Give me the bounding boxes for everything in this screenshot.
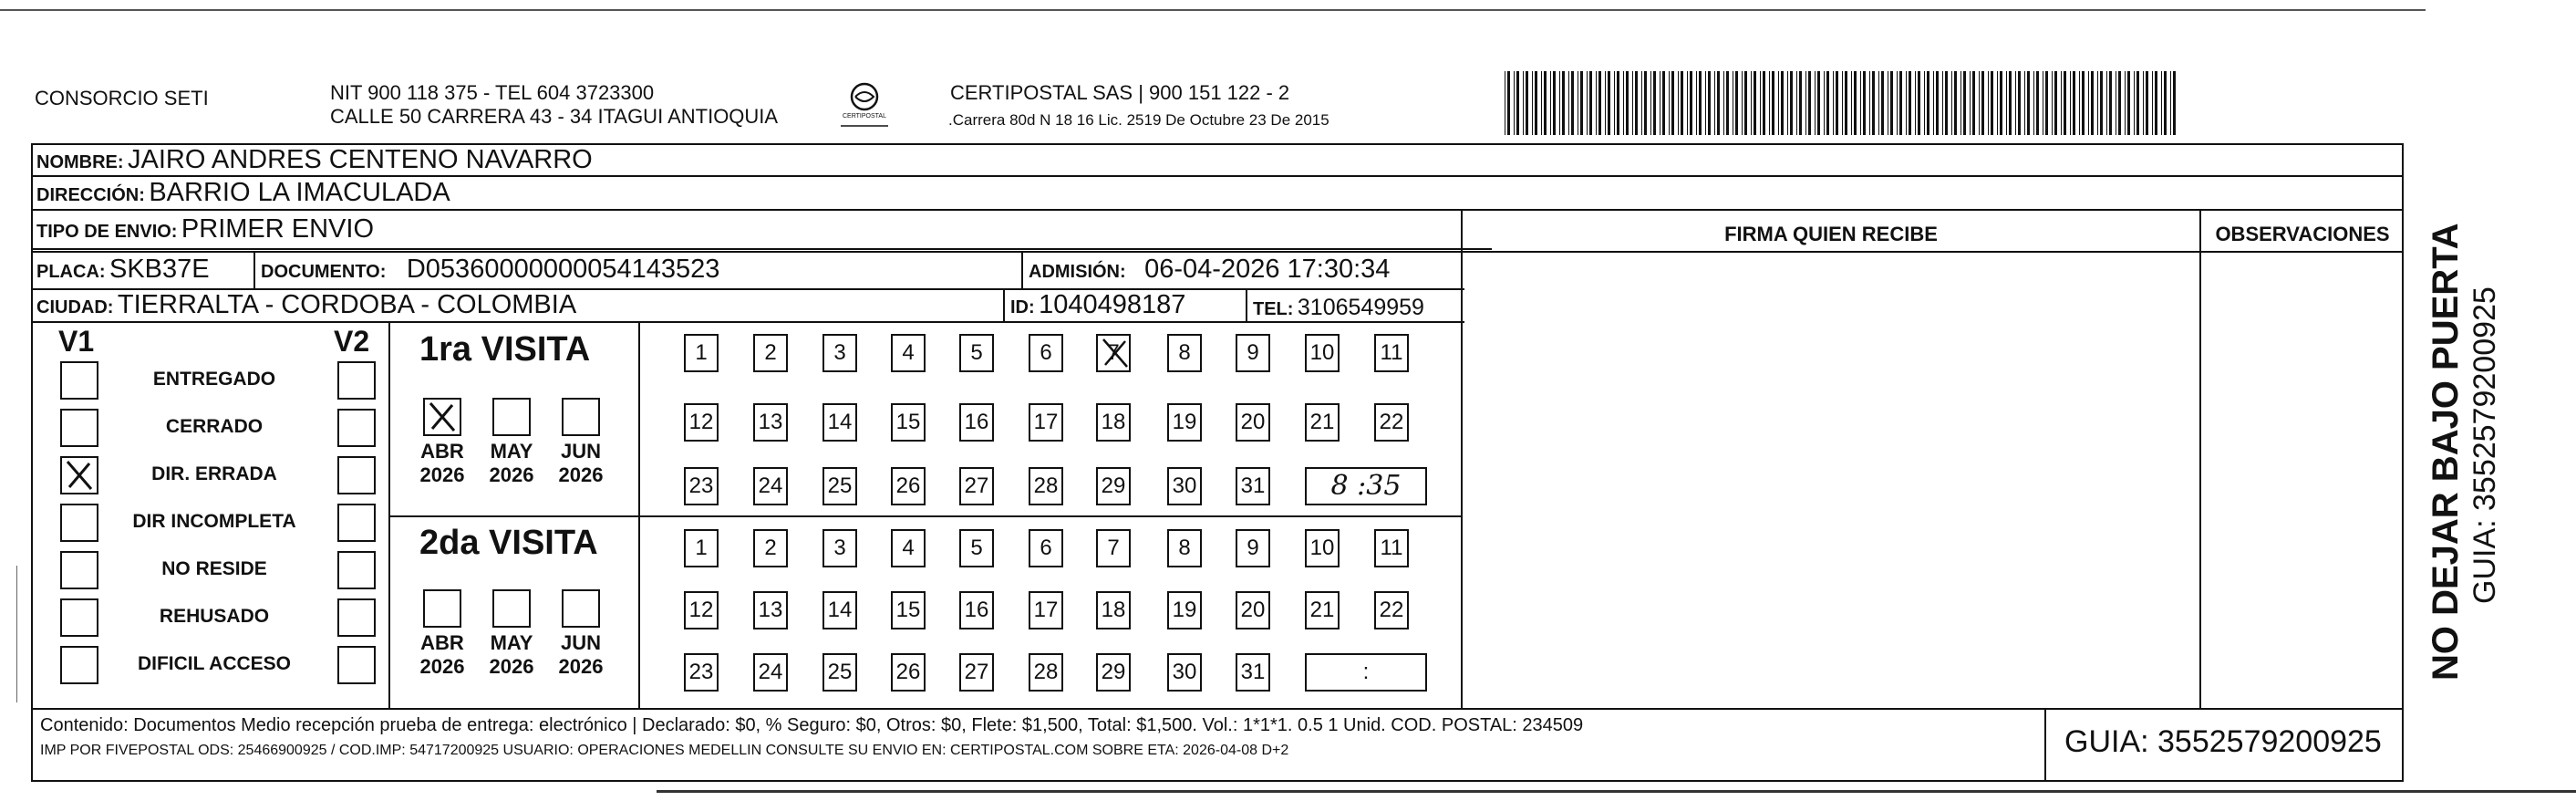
v1-label: V1 (58, 325, 95, 358)
visit-divider (388, 515, 1461, 517)
day-box[interactable]: 17 (1029, 591, 1063, 629)
day-box[interactable]: 3 (822, 529, 857, 567)
day-box[interactable]: 28 (1029, 467, 1063, 505)
status-label: DIR. ERRADA (151, 463, 277, 484)
month-label (480, 440, 543, 487)
day-box[interactable]: 24 (753, 467, 788, 505)
row-line (31, 251, 2404, 253)
status-label: DIR INCOMPLETA (132, 511, 296, 532)
day-box[interactable]: 30 (1167, 467, 1202, 505)
col-line (2199, 209, 2201, 708)
day-box[interactable]: 20 (1236, 403, 1270, 442)
placa-cell (36, 254, 210, 289)
footer-line (31, 708, 2404, 710)
month-checkbox[interactable] (492, 589, 531, 628)
day-box[interactable]: 8 (1167, 529, 1202, 567)
month-year: 2026 (489, 655, 534, 678)
month-checkbox[interactable] (562, 589, 600, 628)
tipo-label: TIPO DE ENVIO: (36, 222, 178, 242)
day-box[interactable]: 11 (1374, 334, 1409, 372)
day-box[interactable]: 14 (822, 403, 857, 442)
nombre-label: NOMBRE: (36, 152, 124, 172)
certipostal-line: CERTIPOSTAL SAS | 900 151 122 - 2 (950, 81, 1290, 104)
month-checkbox[interactable] (492, 398, 531, 436)
status-label: CERRADO (165, 416, 264, 437)
v2-label: V2 (334, 325, 370, 358)
day-box[interactable]: 29 (1096, 467, 1131, 505)
id-value: 1040498187 (1039, 290, 1186, 319)
bottom-edge-line (657, 790, 2576, 793)
day-box[interactable]: 5 (959, 334, 994, 372)
month-name: ABR (420, 631, 464, 654)
day-box[interactable]: 24 (753, 653, 788, 692)
day-box[interactable]: 31 (1236, 467, 1270, 505)
tel-label: TEL: (1253, 299, 1294, 319)
day-box[interactable]: 1 (684, 529, 719, 567)
time-slot[interactable]: 8 :35 (1305, 467, 1427, 505)
guia-side: GUIA: 3552579200925 (2467, 286, 2502, 604)
second-visit-title: 2da VISITA (419, 524, 598, 562)
day-box[interactable]: 7 (1096, 529, 1131, 567)
status-label: ENTREGADO (152, 369, 276, 390)
admision-label: ADMISIÓN: (1029, 262, 1126, 282)
col-line (1461, 209, 1463, 708)
v1-checkbox[interactable] (60, 551, 98, 589)
day-box[interactable]: 12 (684, 403, 719, 442)
company-name: CONSORCIO SETI (35, 87, 209, 109)
month-year: 2026 (558, 463, 604, 486)
col-line (1003, 288, 1005, 321)
day-box[interactable]: 21 (1305, 591, 1340, 629)
day-box[interactable]: 15 (891, 403, 926, 442)
footer-line1: Contenido: Documentos Medio recepción prueba de entrega: electrónico | Declarado: $0, % Seguro: $0, Otros: $0, Flete: $1,500, Total: $1,500. Vol.: 1*1*1. 0.5 1 Unid. COD. POSTAL: 234509 (40, 715, 1584, 735)
nombre-row (36, 144, 593, 180)
day-box[interactable]: 30 (1167, 653, 1202, 692)
no-dejar-bajo-puerta: NO DEJAR BAJO PUERTA (2426, 223, 2466, 681)
day-box[interactable]: 19 (1167, 591, 1202, 629)
month-name: ABR (420, 440, 464, 463)
col-line (388, 321, 390, 708)
v1-checkbox[interactable] (60, 456, 98, 494)
tel-cell (1253, 292, 1424, 327)
month-label (410, 631, 474, 679)
day-box[interactable]: 27 (959, 653, 994, 692)
day-box[interactable]: 27 (959, 467, 994, 505)
day-box[interactable]: 9 (1236, 334, 1270, 372)
day-box[interactable]: 31 (1236, 653, 1270, 692)
month-year: 2026 (419, 655, 465, 678)
day-box[interactable]: 12 (684, 591, 719, 629)
logo-caption: CERTIPOSTAL (843, 113, 886, 120)
tipo-value: PRIMER ENVIO (181, 214, 375, 244)
day-box[interactable]: 10 (1305, 529, 1340, 567)
day-box[interactable]: 28 (1029, 653, 1063, 692)
day-box[interactable]: 2 (753, 529, 788, 567)
day-box[interactable]: 19 (1167, 403, 1202, 442)
day-number: 7 (1107, 340, 1120, 365)
time-slot[interactable]: : (1305, 653, 1427, 692)
observaciones-header: OBSERVACIONES (2215, 223, 2390, 245)
v2-checkbox[interactable] (337, 646, 376, 684)
month-name: MAY (490, 631, 533, 654)
day-box[interactable]: 23 (684, 653, 719, 692)
tel-value: 3106549959 (1297, 295, 1424, 320)
day-box[interactable]: 2 (753, 334, 788, 372)
day-box[interactable]: 8 (1167, 334, 1202, 372)
day-box[interactable]: 25 (822, 653, 857, 692)
status-label: NO RESIDE (161, 558, 267, 579)
certipostal-logo-icon (837, 80, 892, 128)
day-box[interactable]: 11 (1374, 529, 1409, 567)
documento-cell (261, 254, 719, 289)
address-line: CALLE 50 CARRERA 43 - 34 ITAGUI ANTIOQUIA (330, 105, 779, 128)
month-checkbox[interactable] (423, 398, 461, 436)
placa-value: SKB37E (109, 255, 210, 284)
footer-guia: GUIA: 3552579200925 (2064, 724, 2382, 759)
day-box[interactable]: 23 (684, 467, 719, 505)
day-box[interactable]: 6 (1029, 334, 1063, 372)
col-line (638, 321, 640, 708)
day-box[interactable]: 13 (753, 591, 788, 629)
month-label (549, 631, 613, 679)
day-box[interactable]: 26 (891, 653, 926, 692)
day-box[interactable]: 22 (1374, 403, 1409, 442)
left-edge-mark (16, 566, 17, 702)
day-box[interactable]: 29 (1096, 653, 1131, 692)
day-box[interactable]: 3 (822, 334, 857, 372)
month-name: JUN (560, 440, 601, 463)
day-box[interactable]: 14 (822, 591, 857, 629)
footer-line2: IMP POR FIVEPOSTAL ODS: 25466900925 / COD.IMP: 54717200925 USUARIO: OPERACIONES MEDELLIN CONSULTE SU ENVIO EN: CERTIPOSTAL.COM SOBRE ETA: 2026-04-08 D+2 (40, 743, 1289, 758)
month-name: JUN (560, 631, 601, 654)
status-label: REHUSADO (159, 606, 270, 627)
documento-value: D05360000000054143523 (406, 255, 720, 284)
documento-label: DOCUMENTO: (261, 262, 387, 282)
day-box[interactable]: 4 (891, 529, 926, 567)
day-box[interactable]: 4 (891, 334, 926, 372)
col-line (253, 251, 255, 288)
first-visit-title: 1ra VISITA (419, 330, 591, 369)
status-label: DIFICIL ACCESO (137, 653, 291, 674)
tipo-row (36, 213, 374, 249)
direccion-value: BARRIO LA IMACULADA (149, 178, 450, 207)
col-line (2044, 708, 2046, 782)
v1-checkbox[interactable] (60, 598, 98, 637)
day-box[interactable]: 1 (684, 334, 719, 372)
day-box[interactable]: 10 (1305, 334, 1340, 372)
col-line (1021, 251, 1023, 288)
admision-value: 06-04-2026 17:30:34 (1144, 255, 1391, 284)
top-edge-line (0, 9, 2426, 11)
barcode (1503, 71, 2179, 135)
ciudad-cell (36, 289, 576, 325)
day-box[interactable]: 17 (1029, 403, 1063, 442)
month-label (410, 440, 474, 487)
day-box[interactable]: 21 (1305, 403, 1340, 442)
day-box[interactable]: 5 (959, 529, 994, 567)
month-year: 2026 (558, 655, 604, 678)
firma-header: FIRMA QUIEN RECIBE (1724, 223, 1938, 245)
day-box[interactable]: 16 (959, 591, 994, 629)
day-box[interactable]: 18 (1096, 403, 1131, 442)
day-box[interactable]: 9 (1236, 529, 1270, 567)
v2-checkbox[interactable] (337, 361, 376, 400)
v2-checkbox[interactable] (337, 456, 376, 494)
direccion-row (36, 177, 450, 213)
day-box[interactable]: 26 (891, 467, 926, 505)
id-cell (1010, 289, 1185, 325)
month-year: 2026 (489, 463, 534, 486)
month-checkbox[interactable] (562, 398, 600, 436)
v2-checkbox[interactable] (337, 504, 376, 542)
v1-checkbox[interactable] (60, 504, 98, 542)
v2-checkbox[interactable] (337, 551, 376, 589)
month-label (549, 440, 613, 487)
placa-label: PLACA: (36, 262, 106, 282)
day-box[interactable]: 6 (1029, 529, 1063, 567)
day-box[interactable]: 16 (959, 403, 994, 442)
col-line (1246, 288, 1247, 321)
nit-line: NIT 900 118 375 - TEL 604 3723300 (330, 81, 655, 104)
month-checkbox[interactable] (423, 589, 461, 628)
day-box[interactable]: 18 (1096, 591, 1131, 629)
ciudad-value: TIERRALTA - CORDOBA - COLOMBIA (117, 290, 577, 319)
day-box[interactable]: 25 (822, 467, 857, 505)
ciudad-label: CIUDAD: (36, 297, 114, 317)
day-box[interactable]: 22 (1374, 591, 1409, 629)
v1-checkbox[interactable] (60, 409, 98, 447)
admision-cell (1029, 254, 1390, 289)
day-box[interactable] (1096, 334, 1131, 372)
month-label (480, 631, 543, 679)
month-year: 2026 (419, 463, 465, 486)
day-box[interactable]: 13 (753, 403, 788, 442)
day-box[interactable]: 20 (1236, 591, 1270, 629)
v1-checkbox[interactable] (60, 361, 98, 400)
v2-checkbox[interactable] (337, 598, 376, 637)
nombre-value: JAIRO ANDRES CENTENO NAVARRO (128, 145, 593, 174)
v2-checkbox[interactable] (337, 409, 376, 447)
month-name: MAY (490, 440, 533, 463)
direccion-label: DIRECCIÓN: (36, 185, 145, 205)
license-line: .Carrera 80d N 18 16 Lic. 2519 De Octubre 23 De 2015 (948, 111, 1329, 129)
v1-checkbox[interactable] (60, 646, 98, 684)
id-label: ID: (1010, 297, 1035, 317)
day-box[interactable]: 15 (891, 591, 926, 629)
